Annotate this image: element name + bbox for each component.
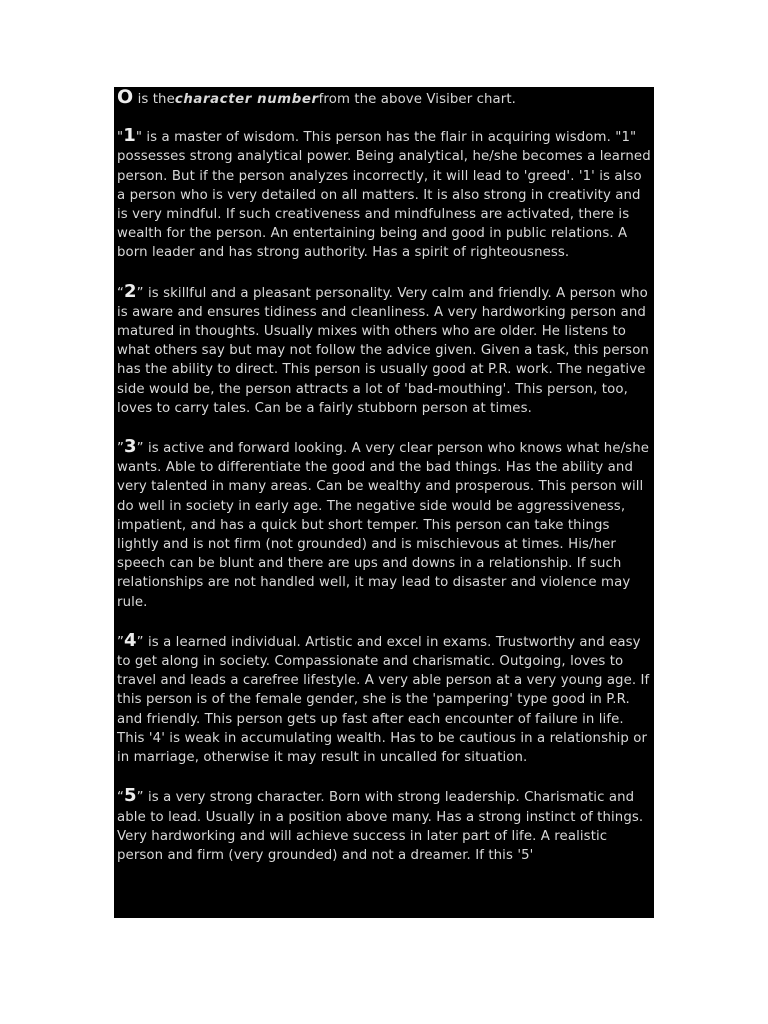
character-symbol: O — [117, 87, 134, 108]
entry-number: 2 — [124, 280, 137, 302]
open-quote: “ — [117, 790, 124, 806]
entry-text: is a master of wisdom. This person has the flair in acquiring wisdom. "1" possesses strong analytical power. Being analytical, he/she becomes a learned person. But if the person analyzes incorrectly, it will lead to 'greed'. '1' is also a person who is very detailed on all matters. It is also strong in creativity and is very mindful. If such creativeness and mindfulness are activated, there is wealth for the person. An entertaining being and good in public relations. A born leader and has strong authority. Has a spirit of righteousness. — [117, 130, 651, 261]
open-quote: ” — [117, 634, 124, 650]
entry-number: 3 — [124, 436, 137, 458]
document-text-panel — [114, 87, 654, 918]
open-quote: “ — [117, 285, 124, 301]
entry-paragraph-5 — [117, 786, 651, 865]
character-number-emphasis: character number — [174, 92, 319, 107]
entry-number: 4 — [124, 629, 137, 651]
close-quote: " — [135, 130, 143, 146]
entry-paragraph-3 — [117, 437, 651, 612]
entry-text: is a very strong character. Born with strong leadership. Charismatic and able to lead. Usually in a position above many. Has a strong instinct of things. Very hardworking and will achieve success in later part of life. A realistic person and firm (very grounded) and not a dreamer. If this '5' — [117, 790, 644, 863]
entry-number: 5 — [124, 785, 137, 807]
intro-paragraph — [117, 88, 651, 109]
entry-text: is a learned individual. Artistic and excel in exams. Trustworthy and easy to get along in society. Compassionate and charismatic. Outgoing, loves to travel and leads a carefree lifestyle. A very able person at a very young age. If this person is of the female gender, she is the 'pampering' type good in P.R. and friendly. This person gets up fast after each encounter of failure in life. This '4' is weak in accumulating wealth. Has to be cautious in a relationship or in marriage, otherwise it may result in uncalled for situation. — [117, 634, 650, 766]
intro-text-after: from the above Visiber chart. — [318, 92, 517, 107]
open-quote: ” — [117, 441, 124, 457]
open-quote: " — [117, 130, 124, 146]
intro-text-before: is the — [133, 92, 175, 107]
entry-paragraph-4 — [117, 631, 651, 767]
close-quote: ” — [136, 790, 144, 806]
close-quote: ” — [136, 441, 144, 457]
entry-number: 1 — [123, 125, 136, 147]
entry-paragraph-2 — [117, 282, 651, 418]
entry-text: is active and forward looking. A very clear person who knows what he/she wants. Able to differentiate the good and the bad things. Has the ability and very talented in many areas. Can be wealthy and prosperous. This person will do well in society in early age. The negative side would be aggressiveness, impatient, and has a quick but short temper. This person can take things lightly and is not firm (not grounded) and is mischievous at times. His/her speech can be blunt and there are ups and downs in a relationship. If such relationships are not handled well, it may lead to disaster and violence may rule. — [117, 441, 650, 610]
close-quote: ” — [136, 285, 144, 301]
entry-paragraph-1 — [117, 126, 651, 262]
entry-text: is skillful and a pleasant personality. Very calm and friendly. A person who is aware and ensures tidiness and cleanliness. A very hardworking person and matured in thoughts. Usually mixes with others who are older. He listens to what others say but may not follow the advice given. Given a task, this person has the ability to direct. This person is usually good at P.R. work. The negative side would be, the person attracts a lot of 'bad-mouthing'. This person, too, loves to carry tales. Can be a fairly stubborn person at times. — [117, 285, 649, 416]
close-quote: ” — [136, 634, 144, 650]
